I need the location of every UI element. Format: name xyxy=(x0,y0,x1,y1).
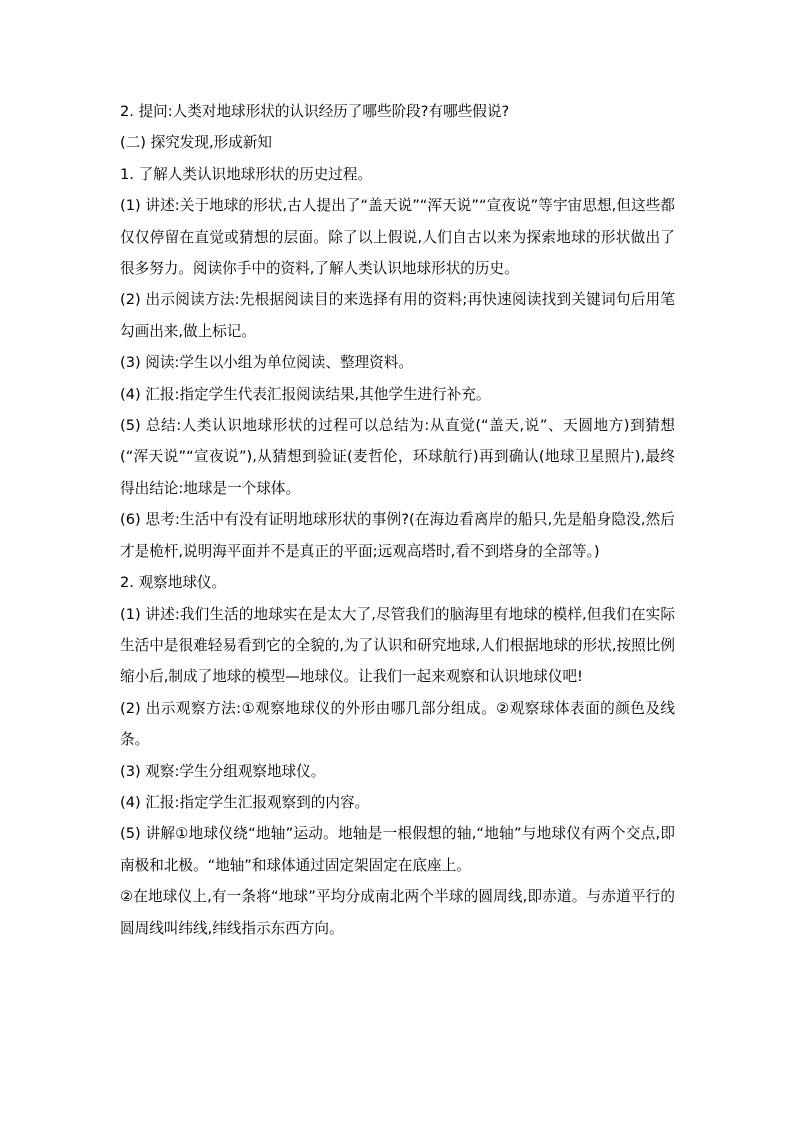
paragraph-reading: (3) 阅读:学生以小组为单位阅读、整理资料。 xyxy=(120,354,413,372)
paragraph-globe-lecture: (1) 讲述:我们生活的地球实在是太大了,尽管我们的脑海里有地球的模样,但我们在实际生活中是很难轻易看到它的全貌的,为了认识和研究地球,人们根据地球的形状,按照比例缩小后,制成了地球的模型—地球仪。让我们一起来观察和认识地球仪吧! xyxy=(120,605,675,686)
subsection-heading-1: 1. 了解人类认识地球形状的历史过程。 xyxy=(120,165,373,183)
paragraph-explanation-equator: ②在地球仪上,有一条将“地球”平均分成南北两个半球的圆周线,即赤道。与赤道平行的圆周线叫纬线,纬线指示东西方向。 xyxy=(120,888,675,937)
question-heading: 2. 提问:人类对地球形状的认识经历了哪些阶段?有哪些假说? xyxy=(120,103,510,120)
paragraph-explanation-axis: (5) 讲解①地球仪绕“地轴”运动。地轴是一根假想的轴,“地轴”与地球仪有两个交点,即南极和北极。“地轴”和球体通过固定架固定在底座上。 xyxy=(120,825,675,874)
paragraph-observation-report: (4) 汇报:指定学生汇报观察到的内容。 xyxy=(120,793,370,811)
paragraph-report: (4) 汇报:指定学生代表汇报阅读结果,其他学生进行补充。 xyxy=(120,385,491,403)
section-heading: (二) 探究发现,形成新知 xyxy=(120,134,273,152)
paragraph-reading-method: (2) 出示阅读方法:先根据阅读目的来选择有用的资料;再快速阅读找到关键词句后用笔勾画出来,做上标记。 xyxy=(120,291,675,340)
paragraph-observation: (3) 观察:学生分组观察地球仪。 xyxy=(120,762,326,780)
subsection-heading-2: 2. 观察地球仪。 xyxy=(120,574,227,592)
paragraph-lecture: (1) 讲述:关于地球的形状,古人提出了“盖天说”“浑天说”“宣夜说”等宇宙思想,但这些都仅仅停留在直觉或猜想的层面。除了以上假说,人们自古以来为探索地球的形状做出了很多努力。阅读你手中的资料,了解人类认识地球形状的历史。 xyxy=(120,197,675,278)
paragraph-thinking: (6) 思考:生活中有没有证明地球形状的事例?(在海边看离岸的船只,先是船身隐没,然后才是桅杆,说明海平面并不是真正的平面;远观高塔时,看不到塔身的全部等。) xyxy=(120,511,675,560)
paragraph-observation-method: (2) 出示观察方法:①观察地球仪的外形由哪几部分组成。②观察球体表面的颜色及线条。 xyxy=(120,699,675,749)
paragraph-summary: (5) 总结:人类认识地球形状的过程可以总结为:从直觉(“盖天,说”、天圆地方)到猜想(“浑天说”“宣夜说”),从猜想到验证(麦哲伦，环球航行)再到确认(地球卫星照片),最终得出结论:地球是一个球体。 xyxy=(120,417,675,497)
document-body xyxy=(120,96,675,944)
